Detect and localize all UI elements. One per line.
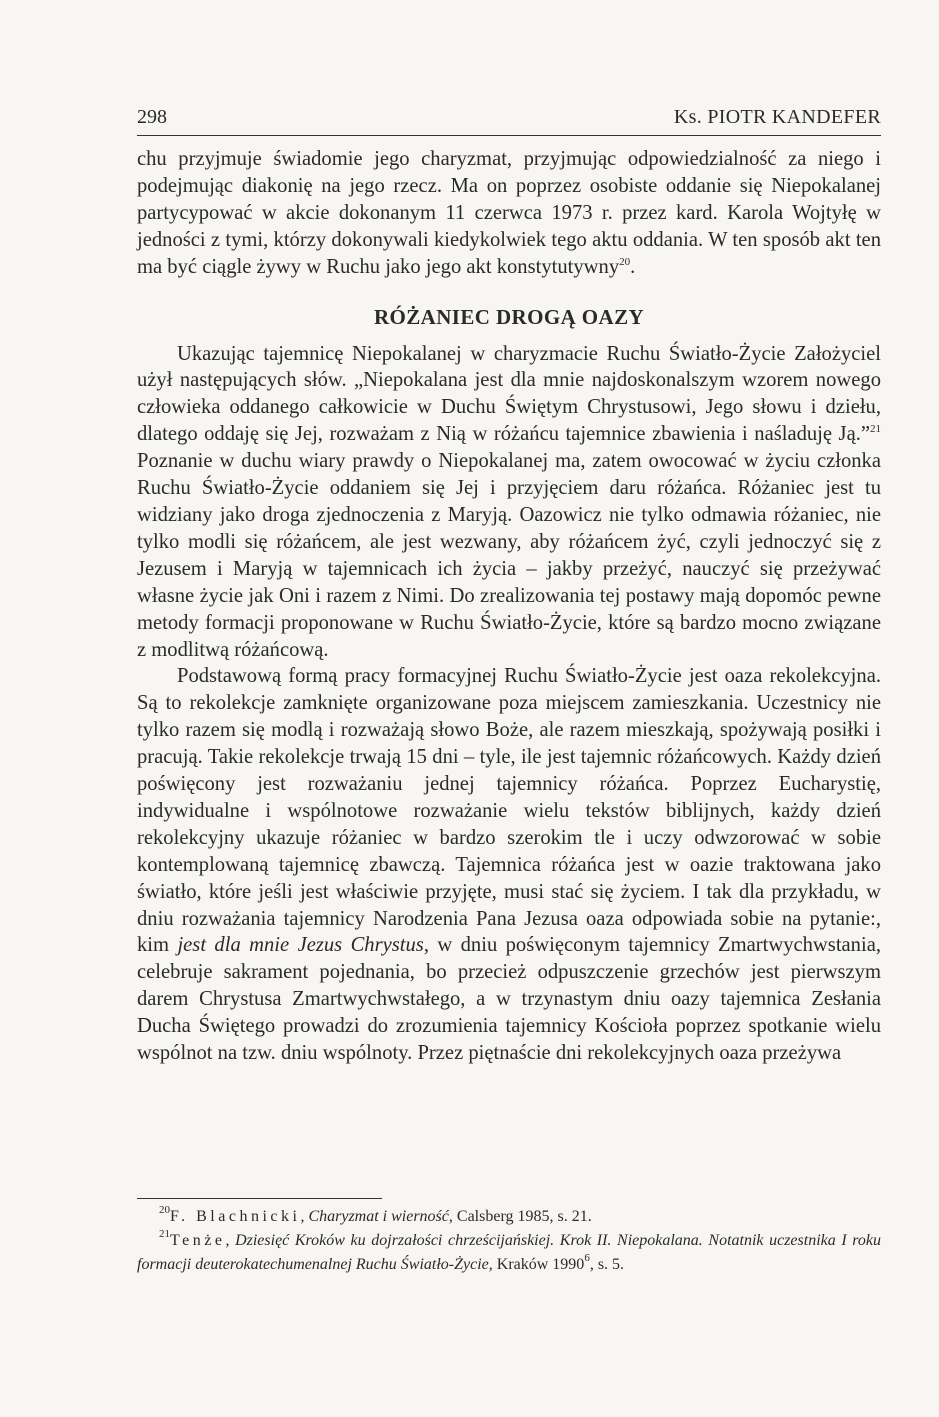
- paragraph-text: Poznanie w duchu wiary prawdy o Niepokalanej ma, zatem owocować w życiu członka Ruchu Światło-Życie oddaniem się Jej i przyjęciem daru różańca. Różaniec jest tu widziany jako droga zjednoczenia z Maryją. Oazowicz nie tylko odmawia różaniec, nie tylko modli się różańcem, ale jest wezwany, aby różańcem żyć, czyli jednoczyć się z Jezusem i Maryją w tajemnicach ich życia – jakby przeżyć, nauczyć się przeżywać własne życie jak Oni i razem z Nimi. Do zrealizowania tej postawy mają dopomóc pewne metody formacji proponowane w Ruchu Światło-Życie, które są bardzo mocno związane z modlitwą różańcową.: [137, 450, 881, 661]
- paragraph: [137, 341, 881, 664]
- footnote-21: [137, 1229, 881, 1277]
- paragraph-text: Podstawową formą pracy formacyjnej Ruchu Światło-Życie jest oaza rekolekcyjna. Są to rekolekcje zamknięte organizowane poza miejscem zamieszkania. Uczestnicy nie tylko razem się modlą i rozważają słowo Boże, ale razem mieszkają, spożywają posiłki i pracują. Takie rekolekcje trwają 15 dni – tyle, ile jest tajemnic różańcowych. Każdy dzień poświęcony jest rozważaniu jednej tajemnicy różańca. Poprzez Eucharystię, indywidualne i wspólnotowe rozważanie wielu tekstów biblijnych, każdy dzień rekolekcyjny ukazuje różaniec w bardzo szerokim tle i uczy odwzorować w sobie kontemplowaną tajemnicę zbawczą. Tajemnica różańca jest w oazie traktowana jako światło, które jeśli jest właściwie przyjęte, musi stać się życiem. I tak dla przykładu, w dniu rozważania tajemnicy Narodzenia Pana Jezusa oaza odpowiada sobie na pytanie:, kim: [137, 665, 881, 957]
- paragraph-text: Ukazując tajemnicę Niepokalanej w charyzmacie Ruchu Światło-Życie Założyciel użył następujących słów. „Niepokalana jest dla mnie najdoskonalszym wzorem nowego człowieka oddanego całkowicie w Duchu Świętym Chrystusowi, Jego słowu i dziełu, dlatego oddaję się Jej, rozważam z Nią w różańcu tajemnice zbawienia i naśladuję Ją.”: [137, 342, 881, 446]
- paragraph: [137, 663, 881, 1067]
- footnote-number: 20: [159, 1204, 170, 1216]
- paragraph-continued: [137, 146, 881, 281]
- footnote-20: [137, 1205, 881, 1229]
- paragraph-text: chu przyjmuje świadomie jego charyzmat, przyjmując odpowiedzialność za niego i podejmując diakonię na jego rzecz. Ma on poprzez osobiste oddanie się Niepokalanej partycypować w akcie dokonanym 11 czerwca 1973 r. przez kard. Karola Wojtyłę w jedności z tymi, którzy dokonywali kiedykolwiek tego aktu oddania. W ten sposób akt ten ma być ciągle żywy w Ruchu jako jego akt konstytutywny: [137, 148, 881, 278]
- footnote-author: F. Blachnicki: [170, 1208, 301, 1225]
- footnote-title: Charyzmat i wierność: [308, 1208, 449, 1225]
- footnote-ref-21: 21: [870, 423, 881, 436]
- running-title: Ks. PIOTR KANDEFER: [673, 106, 881, 128]
- header-rule: [137, 135, 881, 136]
- page-number: 298: [137, 106, 167, 128]
- footnote-citation: , Calsberg 1985, s. 21.: [448, 1208, 592, 1225]
- italic-phrase: jest dla mnie Jezus Chrystus: [177, 934, 424, 957]
- footnote-rule: [137, 1198, 382, 1199]
- running-head: [137, 102, 881, 132]
- footnote-separator: ,: [300, 1208, 309, 1225]
- footnotes: [137, 1205, 881, 1277]
- footnote-title: Dziesięć Kroków ku dojrzałości chrześcijańskiej. Krok II. Niepokalana. Notatnik uczestnika I roku formacji deuterokatechumenalnej Ruchu Światło-Życie: [137, 1232, 882, 1273]
- footnote-citation: , Kraków 1990: [488, 1256, 585, 1273]
- paragraph-end: .: [630, 255, 636, 278]
- edition-number: 6: [584, 1252, 590, 1264]
- footnote-citation: , s. 5.: [589, 1256, 625, 1273]
- footnote-ref-20: 20: [619, 255, 631, 268]
- paragraph-text: , w dniu poświęconym tajemnicy Zmartwychwstania, celebruje sakrament pojednania, bo przecież odpuszczenie grzechów jest pierwszym darem Chrystusa Zmartwychwstałego, a w trzynastym dniu oazy tajemnica Zesłania Ducha Świętego prowadzi do zrozumienia tajemnicy Kościoła poprzez spotkanie wielu wspólnot na tzw. dniu wspólnoty. Przez piętnaście dni rekolekcyjnych oaza przeżywa: [137, 934, 881, 1065]
- section-title: RÓŻANIEC DROGĄ OAZY: [373, 304, 645, 329]
- footnote-number: 21: [159, 1228, 170, 1240]
- footnote-author: Tenże: [170, 1232, 226, 1249]
- footnote-separator: ,: [225, 1232, 236, 1249]
- main-text: [137, 146, 881, 1067]
